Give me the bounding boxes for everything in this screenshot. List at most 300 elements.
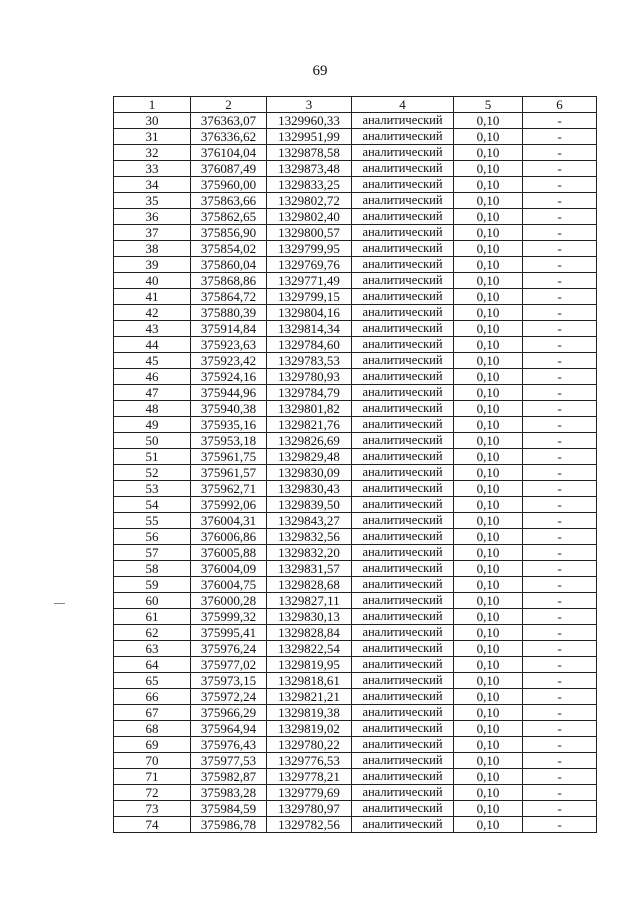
note-cell: - bbox=[523, 257, 597, 273]
y-coordinate-cell: 1329951,99 bbox=[267, 129, 352, 145]
y-coordinate-cell: 1329828,68 bbox=[267, 577, 352, 593]
y-coordinate-cell: 1329780,22 bbox=[267, 737, 352, 753]
note-cell: - bbox=[523, 785, 597, 801]
point-number-cell: 55 bbox=[114, 513, 191, 529]
y-coordinate-cell: 1329782,56 bbox=[267, 817, 352, 833]
table-row bbox=[114, 241, 597, 257]
y-coordinate-cell: 1329839,50 bbox=[267, 497, 352, 513]
method-cell: аналитический bbox=[352, 193, 454, 209]
method-cell: аналитический bbox=[352, 369, 454, 385]
point-number-cell: 52 bbox=[114, 465, 191, 481]
x-coordinate-cell: 375976,24 bbox=[191, 641, 267, 657]
table-row bbox=[114, 593, 597, 609]
note-cell: - bbox=[523, 113, 597, 129]
y-coordinate-cell: 1329778,21 bbox=[267, 769, 352, 785]
accuracy-cell: 0,10 bbox=[454, 625, 523, 641]
accuracy-cell: 0,10 bbox=[454, 161, 523, 177]
table-row bbox=[114, 609, 597, 625]
accuracy-cell: 0,10 bbox=[454, 353, 523, 369]
table-row bbox=[114, 513, 597, 529]
column-header-2: 2 bbox=[191, 97, 267, 113]
point-number-cell: 73 bbox=[114, 801, 191, 817]
y-coordinate-cell: 1329833,25 bbox=[267, 177, 352, 193]
method-cell: аналитический bbox=[352, 641, 454, 657]
point-number-cell: 62 bbox=[114, 625, 191, 641]
accuracy-cell: 0,10 bbox=[454, 369, 523, 385]
y-coordinate-cell: 1329779,69 bbox=[267, 785, 352, 801]
table-row bbox=[114, 465, 597, 481]
method-cell: аналитический bbox=[352, 737, 454, 753]
y-coordinate-cell: 1329830,13 bbox=[267, 609, 352, 625]
point-number-cell: 53 bbox=[114, 481, 191, 497]
accuracy-cell: 0,10 bbox=[454, 673, 523, 689]
method-cell: аналитический bbox=[352, 481, 454, 497]
y-coordinate-cell: 1329780,93 bbox=[267, 369, 352, 385]
x-coordinate-cell: 376363,07 bbox=[191, 113, 267, 129]
note-cell: - bbox=[523, 449, 597, 465]
table-row bbox=[114, 641, 597, 657]
method-cell: аналитический bbox=[352, 241, 454, 257]
point-number-cell: 33 bbox=[114, 161, 191, 177]
table-row bbox=[114, 353, 597, 369]
y-coordinate-cell: 1329819,38 bbox=[267, 705, 352, 721]
method-cell: аналитический bbox=[352, 753, 454, 769]
point-number-cell: 47 bbox=[114, 385, 191, 401]
accuracy-cell: 0,10 bbox=[454, 737, 523, 753]
note-cell: - bbox=[523, 305, 597, 321]
accuracy-cell: 0,10 bbox=[454, 289, 523, 305]
note-cell: - bbox=[523, 737, 597, 753]
x-coordinate-cell: 375962,71 bbox=[191, 481, 267, 497]
accuracy-cell: 0,10 bbox=[454, 769, 523, 785]
table-row bbox=[114, 369, 597, 385]
accuracy-cell: 0,10 bbox=[454, 305, 523, 321]
point-number-cell: 30 bbox=[114, 113, 191, 129]
note-cell: - bbox=[523, 337, 597, 353]
y-coordinate-cell: 1329818,61 bbox=[267, 673, 352, 689]
y-coordinate-cell: 1329799,15 bbox=[267, 289, 352, 305]
note-cell: - bbox=[523, 801, 597, 817]
accuracy-cell: 0,10 bbox=[454, 337, 523, 353]
note-cell: - bbox=[523, 593, 597, 609]
note-cell: - bbox=[523, 497, 597, 513]
x-coordinate-cell: 375923,42 bbox=[191, 353, 267, 369]
method-cell: аналитический bbox=[352, 593, 454, 609]
table-row bbox=[114, 273, 597, 289]
y-coordinate-cell: 1329873,48 bbox=[267, 161, 352, 177]
accuracy-cell: 0,10 bbox=[454, 273, 523, 289]
note-cell: - bbox=[523, 177, 597, 193]
accuracy-cell: 0,10 bbox=[454, 401, 523, 417]
point-number-cell: 57 bbox=[114, 545, 191, 561]
point-number-cell: 45 bbox=[114, 353, 191, 369]
method-cell: аналитический bbox=[352, 769, 454, 785]
accuracy-cell: 0,10 bbox=[454, 529, 523, 545]
table-row bbox=[114, 657, 597, 673]
x-coordinate-cell: 375860,04 bbox=[191, 257, 267, 273]
accuracy-cell: 0,10 bbox=[454, 545, 523, 561]
method-cell: аналитический bbox=[352, 401, 454, 417]
note-cell: - bbox=[523, 369, 597, 385]
note-cell: - bbox=[523, 417, 597, 433]
table-row bbox=[114, 561, 597, 577]
table-header-row bbox=[114, 97, 597, 113]
note-cell: - bbox=[523, 673, 597, 689]
note-cell: - bbox=[523, 545, 597, 561]
point-number-cell: 43 bbox=[114, 321, 191, 337]
method-cell: аналитический bbox=[352, 545, 454, 561]
note-cell: - bbox=[523, 657, 597, 673]
y-coordinate-cell: 1329801,82 bbox=[267, 401, 352, 417]
y-coordinate-cell: 1329822,54 bbox=[267, 641, 352, 657]
y-coordinate-cell: 1329784,60 bbox=[267, 337, 352, 353]
table-row bbox=[114, 225, 597, 241]
y-coordinate-cell: 1329771,49 bbox=[267, 273, 352, 289]
accuracy-cell: 0,10 bbox=[454, 241, 523, 257]
point-number-cell: 50 bbox=[114, 433, 191, 449]
note-cell: - bbox=[523, 353, 597, 369]
point-number-cell: 64 bbox=[114, 657, 191, 673]
x-coordinate-cell: 375976,43 bbox=[191, 737, 267, 753]
method-cell: аналитический bbox=[352, 513, 454, 529]
method-cell: аналитический bbox=[352, 433, 454, 449]
accuracy-cell: 0,10 bbox=[454, 817, 523, 833]
accuracy-cell: 0,10 bbox=[454, 561, 523, 577]
note-cell: - bbox=[523, 161, 597, 177]
method-cell: аналитический bbox=[352, 625, 454, 641]
point-number-cell: 60 bbox=[114, 593, 191, 609]
accuracy-cell: 0,10 bbox=[454, 753, 523, 769]
note-cell: - bbox=[523, 273, 597, 289]
method-cell: аналитический bbox=[352, 337, 454, 353]
method-cell: аналитический bbox=[352, 609, 454, 625]
note-cell: - bbox=[523, 401, 597, 417]
note-cell: - bbox=[523, 193, 597, 209]
y-coordinate-cell: 1329831,57 bbox=[267, 561, 352, 577]
table-body bbox=[114, 113, 597, 833]
y-coordinate-cell: 1329960,33 bbox=[267, 113, 352, 129]
point-number-cell: 65 bbox=[114, 673, 191, 689]
coordinates-table bbox=[113, 96, 597, 833]
method-cell: аналитический bbox=[352, 129, 454, 145]
accuracy-cell: 0,10 bbox=[454, 641, 523, 657]
point-number-cell: 40 bbox=[114, 273, 191, 289]
table-row bbox=[114, 145, 597, 161]
method-cell: аналитический bbox=[352, 529, 454, 545]
x-coordinate-cell: 375961,75 bbox=[191, 449, 267, 465]
note-cell: - bbox=[523, 625, 597, 641]
point-number-cell: 34 bbox=[114, 177, 191, 193]
x-coordinate-cell: 376104,04 bbox=[191, 145, 267, 161]
method-cell: аналитический bbox=[352, 705, 454, 721]
point-number-cell: 74 bbox=[114, 817, 191, 833]
table-row bbox=[114, 625, 597, 641]
x-coordinate-cell: 375992,06 bbox=[191, 497, 267, 513]
method-cell: аналитический bbox=[352, 209, 454, 225]
point-number-cell: 67 bbox=[114, 705, 191, 721]
point-number-cell: 66 bbox=[114, 689, 191, 705]
table-row bbox=[114, 433, 597, 449]
table-row bbox=[114, 545, 597, 561]
table-row bbox=[114, 401, 597, 417]
x-coordinate-cell: 375854,02 bbox=[191, 241, 267, 257]
x-coordinate-cell: 375986,78 bbox=[191, 817, 267, 833]
accuracy-cell: 0,10 bbox=[454, 177, 523, 193]
x-coordinate-cell: 376006,86 bbox=[191, 529, 267, 545]
column-header-1: 1 bbox=[114, 97, 191, 113]
accuracy-cell: 0,10 bbox=[454, 705, 523, 721]
margin-mark bbox=[54, 603, 65, 604]
x-coordinate-cell: 376004,31 bbox=[191, 513, 267, 529]
note-cell: - bbox=[523, 689, 597, 705]
page-number: 69 bbox=[312, 63, 328, 79]
x-coordinate-cell: 375961,57 bbox=[191, 465, 267, 481]
point-number-cell: 58 bbox=[114, 561, 191, 577]
x-coordinate-cell: 375960,00 bbox=[191, 177, 267, 193]
point-number-cell: 49 bbox=[114, 417, 191, 433]
accuracy-cell: 0,10 bbox=[454, 689, 523, 705]
accuracy-cell: 0,10 bbox=[454, 785, 523, 801]
x-coordinate-cell: 376004,09 bbox=[191, 561, 267, 577]
note-cell: - bbox=[523, 145, 597, 161]
table-row bbox=[114, 305, 597, 321]
accuracy-cell: 0,10 bbox=[454, 721, 523, 737]
y-coordinate-cell: 1329821,76 bbox=[267, 417, 352, 433]
note-cell: - bbox=[523, 705, 597, 721]
note-cell: - bbox=[523, 513, 597, 529]
table-row bbox=[114, 209, 597, 225]
y-coordinate-cell: 1329828,84 bbox=[267, 625, 352, 641]
x-coordinate-cell: 376336,62 bbox=[191, 129, 267, 145]
method-cell: аналитический bbox=[352, 417, 454, 433]
y-coordinate-cell: 1329830,09 bbox=[267, 465, 352, 481]
y-coordinate-cell: 1329819,02 bbox=[267, 721, 352, 737]
y-coordinate-cell: 1329819,95 bbox=[267, 657, 352, 673]
note-cell: - bbox=[523, 385, 597, 401]
accuracy-cell: 0,10 bbox=[454, 129, 523, 145]
note-cell: - bbox=[523, 641, 597, 657]
accuracy-cell: 0,10 bbox=[454, 657, 523, 673]
y-coordinate-cell: 1329804,16 bbox=[267, 305, 352, 321]
note-cell: - bbox=[523, 753, 597, 769]
note-cell: - bbox=[523, 209, 597, 225]
accuracy-cell: 0,10 bbox=[454, 577, 523, 593]
table-row bbox=[114, 257, 597, 273]
point-number-cell: 54 bbox=[114, 497, 191, 513]
column-header-4: 4 bbox=[352, 97, 454, 113]
method-cell: аналитический bbox=[352, 353, 454, 369]
table-row bbox=[114, 449, 597, 465]
y-coordinate-cell: 1329802,40 bbox=[267, 209, 352, 225]
method-cell: аналитический bbox=[352, 497, 454, 513]
x-coordinate-cell: 375856,90 bbox=[191, 225, 267, 241]
note-cell: - bbox=[523, 225, 597, 241]
point-number-cell: 69 bbox=[114, 737, 191, 753]
table-row bbox=[114, 193, 597, 209]
y-coordinate-cell: 1329799,95 bbox=[267, 241, 352, 257]
accuracy-cell: 0,10 bbox=[454, 609, 523, 625]
table-row bbox=[114, 721, 597, 737]
accuracy-cell: 0,10 bbox=[454, 465, 523, 481]
y-coordinate-cell: 1329829,48 bbox=[267, 449, 352, 465]
method-cell: аналитический bbox=[352, 161, 454, 177]
method-cell: аналитический bbox=[352, 721, 454, 737]
method-cell: аналитический bbox=[352, 385, 454, 401]
point-number-cell: 35 bbox=[114, 193, 191, 209]
method-cell: аналитический bbox=[352, 465, 454, 481]
method-cell: аналитический bbox=[352, 305, 454, 321]
y-coordinate-cell: 1329843,27 bbox=[267, 513, 352, 529]
table-row bbox=[114, 497, 597, 513]
column-header-3: 3 bbox=[267, 97, 352, 113]
table-row bbox=[114, 673, 597, 689]
table-row bbox=[114, 321, 597, 337]
table-row bbox=[114, 689, 597, 705]
point-number-cell: 32 bbox=[114, 145, 191, 161]
table-row bbox=[114, 481, 597, 497]
note-cell: - bbox=[523, 129, 597, 145]
y-coordinate-cell: 1329802,72 bbox=[267, 193, 352, 209]
point-number-cell: 46 bbox=[114, 369, 191, 385]
y-coordinate-cell: 1329783,53 bbox=[267, 353, 352, 369]
note-cell: - bbox=[523, 433, 597, 449]
table-row bbox=[114, 113, 597, 129]
x-coordinate-cell: 375914,84 bbox=[191, 321, 267, 337]
x-coordinate-cell: 375953,18 bbox=[191, 433, 267, 449]
y-coordinate-cell: 1329830,43 bbox=[267, 481, 352, 497]
method-cell: аналитический bbox=[352, 113, 454, 129]
x-coordinate-cell: 375935,16 bbox=[191, 417, 267, 433]
point-number-cell: 39 bbox=[114, 257, 191, 273]
table-row bbox=[114, 753, 597, 769]
x-coordinate-cell: 375966,29 bbox=[191, 705, 267, 721]
x-coordinate-cell: 375973,15 bbox=[191, 673, 267, 689]
accuracy-cell: 0,10 bbox=[454, 385, 523, 401]
y-coordinate-cell: 1329821,21 bbox=[267, 689, 352, 705]
accuracy-cell: 0,10 bbox=[454, 801, 523, 817]
point-number-cell: 31 bbox=[114, 129, 191, 145]
method-cell: аналитический bbox=[352, 273, 454, 289]
method-cell: аналитический bbox=[352, 449, 454, 465]
point-number-cell: 42 bbox=[114, 305, 191, 321]
method-cell: аналитический bbox=[352, 289, 454, 305]
table-row bbox=[114, 817, 597, 833]
point-number-cell: 38 bbox=[114, 241, 191, 257]
table-row bbox=[114, 801, 597, 817]
point-number-cell: 36 bbox=[114, 209, 191, 225]
table-row bbox=[114, 129, 597, 145]
point-number-cell: 48 bbox=[114, 401, 191, 417]
x-coordinate-cell: 375863,66 bbox=[191, 193, 267, 209]
note-cell: - bbox=[523, 465, 597, 481]
note-cell: - bbox=[523, 721, 597, 737]
point-number-cell: 59 bbox=[114, 577, 191, 593]
table-row bbox=[114, 785, 597, 801]
point-number-cell: 72 bbox=[114, 785, 191, 801]
table-row bbox=[114, 529, 597, 545]
column-header-5: 5 bbox=[454, 97, 523, 113]
x-coordinate-cell: 375862,65 bbox=[191, 209, 267, 225]
method-cell: аналитический bbox=[352, 145, 454, 161]
note-cell: - bbox=[523, 609, 597, 625]
x-coordinate-cell: 375940,38 bbox=[191, 401, 267, 417]
point-number-cell: 70 bbox=[114, 753, 191, 769]
note-cell: - bbox=[523, 529, 597, 545]
accuracy-cell: 0,10 bbox=[454, 209, 523, 225]
y-coordinate-cell: 1329827,11 bbox=[267, 593, 352, 609]
method-cell: аналитический bbox=[352, 817, 454, 833]
method-cell: аналитический bbox=[352, 673, 454, 689]
y-coordinate-cell: 1329776,53 bbox=[267, 753, 352, 769]
note-cell: - bbox=[523, 817, 597, 833]
note-cell: - bbox=[523, 769, 597, 785]
table-row bbox=[114, 417, 597, 433]
y-coordinate-cell: 1329832,20 bbox=[267, 545, 352, 561]
note-cell: - bbox=[523, 577, 597, 593]
method-cell: аналитический bbox=[352, 801, 454, 817]
table-row bbox=[114, 161, 597, 177]
note-cell: - bbox=[523, 241, 597, 257]
x-coordinate-cell: 375982,87 bbox=[191, 769, 267, 785]
table-row bbox=[114, 737, 597, 753]
accuracy-cell: 0,10 bbox=[454, 433, 523, 449]
x-coordinate-cell: 375983,28 bbox=[191, 785, 267, 801]
table-row bbox=[114, 769, 597, 785]
table-row bbox=[114, 337, 597, 353]
point-number-cell: 63 bbox=[114, 641, 191, 657]
y-coordinate-cell: 1329832,56 bbox=[267, 529, 352, 545]
y-coordinate-cell: 1329784,79 bbox=[267, 385, 352, 401]
accuracy-cell: 0,10 bbox=[454, 257, 523, 273]
table-row bbox=[114, 177, 597, 193]
x-coordinate-cell: 375977,02 bbox=[191, 657, 267, 673]
accuracy-cell: 0,10 bbox=[454, 145, 523, 161]
x-coordinate-cell: 375864,72 bbox=[191, 289, 267, 305]
point-number-cell: 41 bbox=[114, 289, 191, 305]
accuracy-cell: 0,10 bbox=[454, 417, 523, 433]
x-coordinate-cell: 376087,49 bbox=[191, 161, 267, 177]
x-coordinate-cell: 375923,63 bbox=[191, 337, 267, 353]
accuracy-cell: 0,10 bbox=[454, 225, 523, 241]
x-coordinate-cell: 375944,96 bbox=[191, 385, 267, 401]
method-cell: аналитический bbox=[352, 561, 454, 577]
method-cell: аналитический bbox=[352, 577, 454, 593]
method-cell: аналитический bbox=[352, 657, 454, 673]
table-row bbox=[114, 705, 597, 721]
method-cell: аналитический bbox=[352, 225, 454, 241]
accuracy-cell: 0,10 bbox=[454, 193, 523, 209]
point-number-cell: 51 bbox=[114, 449, 191, 465]
note-cell: - bbox=[523, 289, 597, 305]
point-number-cell: 68 bbox=[114, 721, 191, 737]
point-number-cell: 37 bbox=[114, 225, 191, 241]
x-coordinate-cell: 375984,59 bbox=[191, 801, 267, 817]
x-coordinate-cell: 375964,94 bbox=[191, 721, 267, 737]
method-cell: аналитический bbox=[352, 785, 454, 801]
accuracy-cell: 0,10 bbox=[454, 113, 523, 129]
x-coordinate-cell: 375995,41 bbox=[191, 625, 267, 641]
point-number-cell: 56 bbox=[114, 529, 191, 545]
note-cell: - bbox=[523, 561, 597, 577]
column-header-6: 6 bbox=[523, 97, 597, 113]
x-coordinate-cell: 375880,39 bbox=[191, 305, 267, 321]
method-cell: аналитический bbox=[352, 321, 454, 337]
point-number-cell: 61 bbox=[114, 609, 191, 625]
y-coordinate-cell: 1329878,58 bbox=[267, 145, 352, 161]
y-coordinate-cell: 1329780,97 bbox=[267, 801, 352, 817]
accuracy-cell: 0,10 bbox=[454, 449, 523, 465]
y-coordinate-cell: 1329814,34 bbox=[267, 321, 352, 337]
